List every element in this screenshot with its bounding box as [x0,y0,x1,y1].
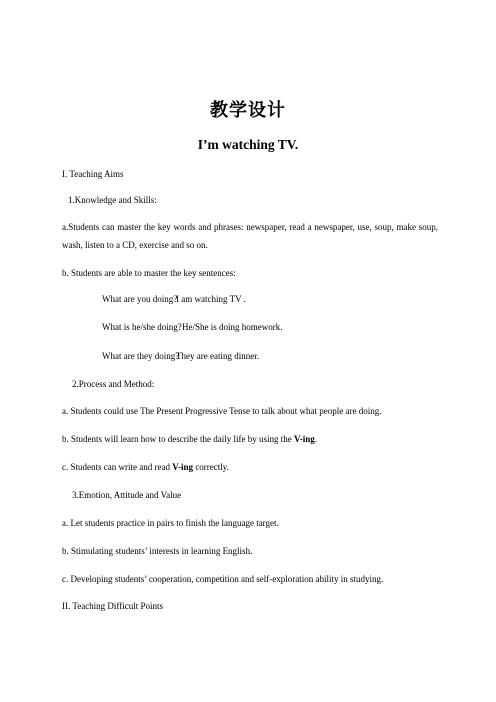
sentence-question: What are you doing? [102,294,178,304]
section-heading-difficult-points: II. Teaching Difficult Points [62,601,164,611]
v-ing-term: V-ing [293,434,315,444]
section-heading-teaching-aims: I. Teaching Aims [62,169,124,179]
process-item-a: a. Students could use The Present Progressive Tense to talk about what people are doing. [62,406,382,416]
v-ing-term: V-ing [172,462,194,472]
knowledge-item-a: a.Students can master the key words and phrases: newspaper, read a newspaper, use, soup, make soup, wash, listen to a CD, exercise and so on. [62,222,438,250]
sentence-question: What are they doing? [102,351,180,361]
sentence-answer: He/She is doing homework. [182,322,283,332]
sentence-question: What is he/she doing? [102,322,182,332]
emotion-item-a: a. Let students practice in pairs to finish the language target. [62,518,279,528]
knowledge-item-b: b. Students are able to master the key sentences: [62,268,236,278]
process-item-c [62,462,229,473]
sentence-answer: They are eating dinner. [176,351,259,361]
process-item-b-end: . [314,434,318,444]
document-title-chinese: 教学设计 [210,100,286,121]
subheading-emotion-attitude-value: 3.Emotion, Attitude and Value [72,490,182,500]
subheading-knowledge-skills: 1.Knowledge and Skills: [68,195,157,205]
process-item-c-text: c. Students can write and read [62,462,173,472]
sentence-answer: I am watching TV . [176,294,246,304]
process-item-b [62,434,317,445]
emotion-item-b: b. Stimulating students’ interests in learning English. [62,546,253,556]
emotion-item-c: c. Developing students’ cooperation, competition and self-exploration ability in studying. [62,574,384,584]
subheading-process-method: 2.Process and Method: [72,379,155,389]
lesson-title: I’m watching TV. [197,137,299,152]
process-item-c-end: correctly. [193,462,229,472]
process-item-b-text: b. Students will learn how to describe the daily life by using the [62,434,294,444]
